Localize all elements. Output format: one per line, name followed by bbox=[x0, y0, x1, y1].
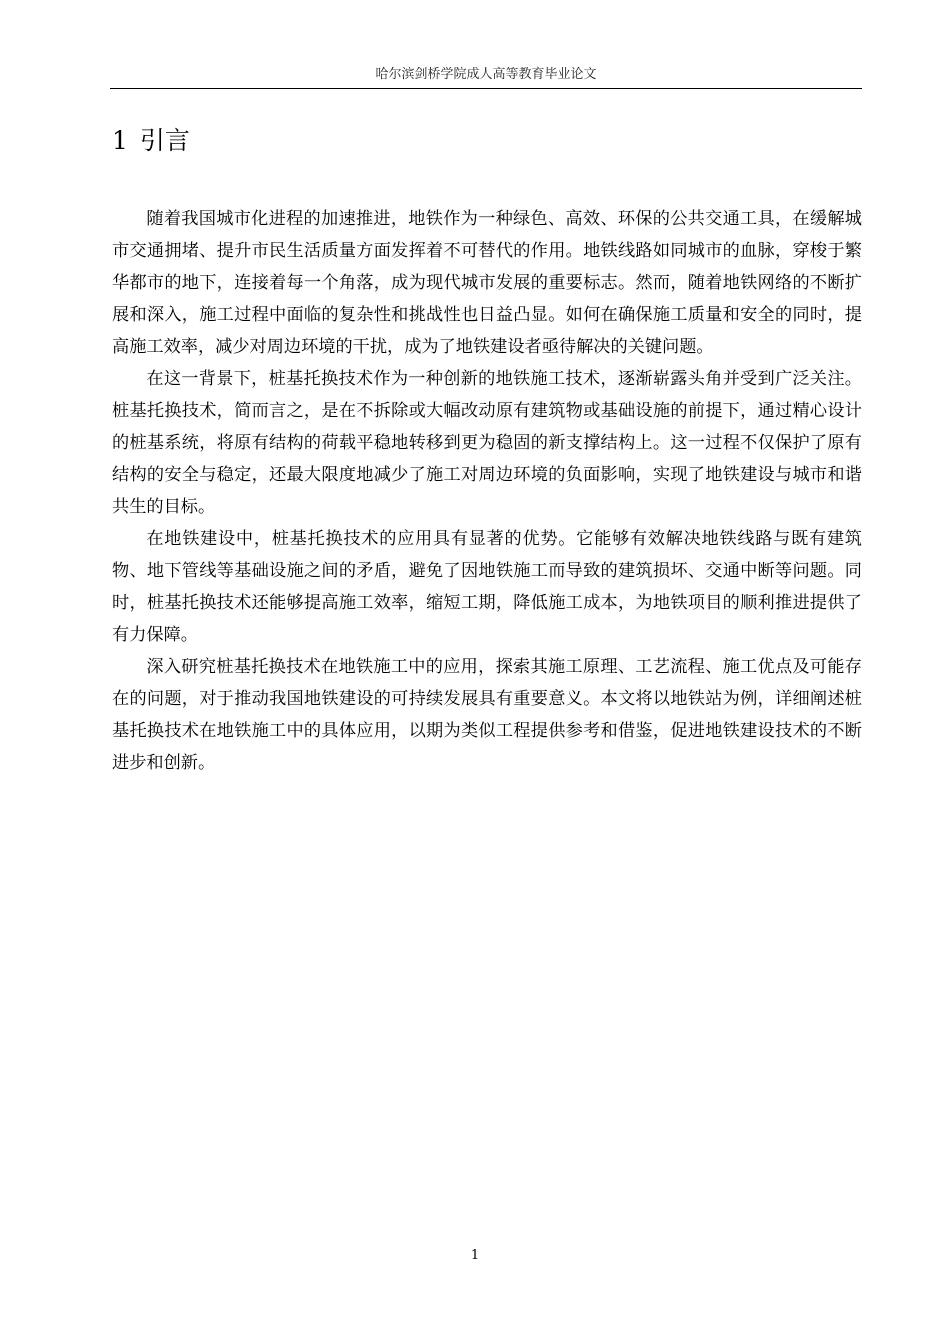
page-number: 1 bbox=[470, 1248, 480, 1263]
paragraph-1: 随着我国城市化进程的加速推进，地铁作为一种绿色、高效、环保的公共交通工具，在缓解城市交通拥堵、提升市民生活质量方面发挥着不可替代的作用。地铁线路如同城市的血脉，穿梭于繁华都市的地下，连接着每一个角落，成为现代城市发展的重要标志。然而，随着地铁网络的不断扩展和深入，施工过程中面临的复杂性和挑战性也日益凸显。如何在确保施工质量和安全的同时，提高施工效率，减少对周边环境的干扰，成为了地铁建设者亟待解决的关键问题。 bbox=[112, 209, 862, 357]
body-text bbox=[112, 203, 862, 779]
running-header: 哈尔滨剑桥学院成人高等教育毕业论文 bbox=[375, 67, 597, 82]
section-heading bbox=[112, 124, 190, 158]
section-title: 引言 bbox=[139, 126, 190, 155]
paragraph-2: 在这一背景下，桩基托换技术作为一种创新的地铁施工技术，逐渐崭露头角并受到广泛关注。桩基托换技术，简而言之，是在不拆除或大幅改动原有建筑物或基础设施的前提下，通过精心设计的桩基系统，将原有结构的荷载平稳地转移到更为稳固的新支撑结构上。这一过程不仅保护了原有结构的安全与稳定，还最大限度地减少了施工对周边环境的负面影响，实现了地铁建设与城市和谐共生的目标。 bbox=[112, 369, 862, 517]
paragraph-4: 深入研究桩基托换技术在地铁施工中的应用，探索其施工原理、工艺流程、施工优点及可能存在的问题，对于推动我国地铁建设的可持续发展具有重要意义。本文将以地铁站为例，详细阐述桩基托换技术在地铁施工中的具体应用，以期为类似工程提供参考和借鉴，促进地铁建设技术的不断进步和创新。 bbox=[112, 657, 862, 773]
section-number: 1 bbox=[112, 126, 128, 155]
header-divider bbox=[110, 88, 862, 89]
paragraph-3: 在地铁建设中，桩基托换技术的应用具有显著的优势。它能够有效解决地铁线路与既有建筑物、地下管线等基础设施之间的矛盾，避免了因地铁施工而导致的建筑损坏、交通中断等问题。同时，桩基托换技术还能够提高施工效率，缩短工期，降低施工成本，为地铁项目的顺利推进提供了有力保障。 bbox=[112, 529, 862, 645]
